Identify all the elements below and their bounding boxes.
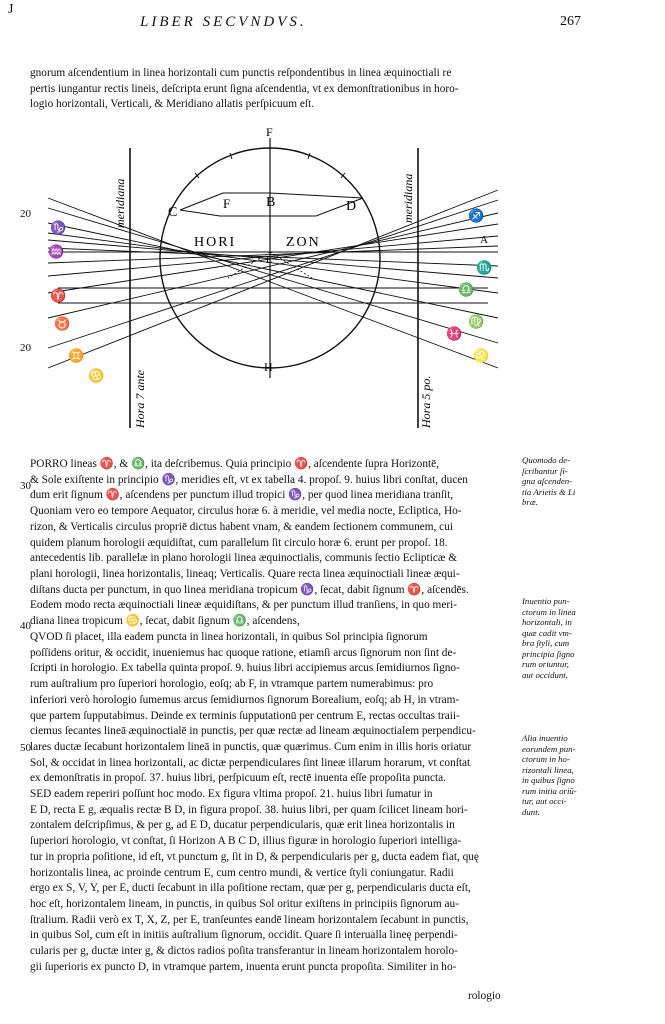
note-line: rizontali linea,: [522, 764, 574, 775]
margin-number: 20: [20, 342, 31, 354]
paragraph-sed: [30, 787, 515, 975]
sign-aquarius-left: ♒: [48, 244, 65, 259]
note-line: ctorum in ho-: [522, 754, 570, 764]
horizon-label-left: HORI: [194, 235, 237, 250]
catchword: rologio: [468, 990, 501, 1002]
text-line: diana linea tropicum ♋, ſecat, dabit ſignum ♎, aſcendens,: [30, 615, 300, 628]
text-line: logio horizontali, Verticali, & Meridiano allatis perſpicuum eſt.: [30, 98, 315, 111]
note-line: rum initia oriū-: [522, 785, 577, 796]
text-line: hoc eſt, horizontalem lineam, in punctis, in quibus Sol oritur exiſtens in principiis ſignorum au-: [30, 897, 459, 910]
note-line: quæ cadit vm-: [522, 627, 572, 638]
intro-paragraph: [30, 66, 515, 113]
label-B: B: [266, 195, 276, 210]
label-E: E: [266, 255, 273, 266]
note-line: in quibus ſigno: [522, 775, 575, 785]
label-A: A: [480, 234, 488, 246]
note-line: principia ſigno: [522, 648, 575, 659]
label-F: F: [223, 196, 231, 211]
text-line: pertis iungantur rectis lineis, deſcripta erunt ſigna aſcendentia, vt ex demonſtrationibus in horo-: [30, 82, 459, 95]
text-line: PORRO lineas ♈, & ♎, ita deſcribemus. Quia principio ♈, aſcendente ſupra Horizontē,: [30, 458, 439, 470]
note-line: ſcribantur ſi-: [522, 465, 568, 476]
text-line: zontalem deſcripſimus, & per g, ad E D, ducatur perpendicularis, quæ erit linea horizontalis in: [30, 819, 455, 832]
sign-virgo-right: ♍: [468, 314, 485, 329]
sign-pisces-right: ♓: [446, 326, 463, 341]
meridian-label-left: meridiana: [113, 178, 127, 228]
note-line: horizontali, in: [522, 617, 572, 627]
note-line: tia Arietis & Li: [522, 486, 576, 497]
note-line: Quomodo de-: [522, 455, 571, 465]
note-line: dunt.: [522, 806, 540, 817]
text-line: Quoniam vero eo tempore Aequator, circulus horæ 6. à meridie, vel media nocte, Ecliptica, Ho-: [30, 505, 462, 518]
text-line: cularis per g, ductæ inter g, & dictos radios poſita transferantur in lineam horizontalem horolo-: [30, 945, 458, 958]
sign-capricorn-left: ♑: [50, 220, 67, 235]
paragraph-porro: [30, 457, 515, 630]
note-line: tur, aut occi-: [522, 796, 567, 806]
note-line: eorundem pun-: [522, 743, 576, 754]
marginal-note: [522, 733, 662, 817]
hour-label-left: Hora 7 ante: [133, 370, 147, 428]
meridian-label-right: meridiana: [401, 173, 415, 223]
text-line: dum erit ſignum ♈, aſcendens per punctum illud tropici ♑, per quod linea meridiana tranſit,: [30, 489, 454, 502]
label-F-top: F: [266, 128, 273, 139]
paragraph-quod: [30, 630, 515, 787]
text-line: poſſidens oritur, & occidit, inueniemus hac quoque ratione, etiamſi arcus ſignorum non ſint de-: [30, 646, 457, 659]
note-line: rum oriuntur,: [522, 659, 569, 669]
sign-taurus-left: ♉: [54, 316, 71, 331]
text-line: diſtans ducta per punctum, in quo linea meridiana tropicum ♑, ſecat, dabit ſignum ♈, aſcendēs.: [30, 583, 469, 596]
text-line: ſuperiori horologio, vt conſtat, ſi Horizon A B C D, illius figuræ in horologio ſuperiori intelliga-: [30, 835, 462, 848]
note-line: aut occidunt.: [522, 669, 568, 680]
sign-libra-right: ♎: [458, 282, 475, 297]
horizon-label-right: ZON: [286, 235, 321, 250]
note-line: bra ſtyli, cum: [522, 638, 570, 648]
sign-aries-left: ♈: [50, 288, 67, 303]
note-line: Inuentio pun-: [522, 596, 570, 606]
sign-gemini-left: ♊: [68, 348, 85, 363]
line-number: 40: [20, 620, 31, 632]
running-head: LIBER SECVNDVS.: [140, 14, 307, 30]
marginal-note: [522, 455, 662, 508]
margin-number: 20: [20, 208, 31, 220]
text-line: ergo ex S, V, Y, per E, ducti ſecabunt in illa poſitione rectam, quæ per g, perpendicularis ducta eſt,: [30, 882, 471, 895]
page-number: 267: [560, 14, 581, 29]
sundial-figure: [28, 128, 518, 448]
text-line: tur in propria poſitione, id eſt, vt punctum g, ſit in D, & perpendicularis per g, ducta eadem fiat, quę: [30, 850, 479, 863]
text-line: ſtralium. Radii verò ex T, X, Z, per E, tranſeuntes eandē lineam horizontalem ſecabunt in punctis,: [30, 913, 469, 926]
sign-leo-right: ♌: [473, 348, 490, 363]
text-line: E D, recta E g, æqualis rectæ B D, in figura propoſ. 38. huius libri, per quam ſcilicet lineam hori-: [30, 803, 468, 816]
text-line: que partem ſupputabimus. Deinde ex terminis ſupputationū per centrum E, rectas occultas traii-: [30, 709, 460, 722]
text-line: Eodem modo recta æquinoctiali lineæ æquidiſtans, & per punctum illud tranſiens, in quo meri-: [30, 599, 458, 612]
text-line: ex demonſtratis in propoſ. 37. huius libri, perſpicuum eſt, rectē inuenta eſſe propoſita puncta.: [30, 772, 446, 785]
text-line: gnorum aſcendentium in linea horizontali cum punctis reſpondentibus in linea æquinoctiali re: [30, 67, 452, 79]
text-line: quidem planum horologii æquidiſtat, cum parallelum ſit circulo horæ 6. erunt per propoſ. 18.: [30, 536, 448, 549]
note-line: gna aſcenden-: [522, 476, 573, 486]
note-line: bræ.: [522, 497, 538, 507]
note-line: ctorum in linea: [522, 606, 576, 617]
label-D: D: [346, 199, 357, 214]
text-line: QVOD ſi placet, illa eadem puncta in linea horizontali, in quibus Sol principia ſignorum: [30, 631, 428, 643]
text-line: ciemus ſecantes lineā æquinoctialē in punctis, per quæ rectæ ad lineam æquinoctialem perpendicu-: [30, 725, 476, 738]
text-line: ſcripti in horologio. Ex tabella quinta propoſ. 9. huius libri accipiemus arcus ſemidiurnos ſigno-: [30, 662, 460, 675]
corner-mark: J: [8, 2, 14, 17]
text-line: Sol, & occidat in linea horizontali, ac dictæ perpendiculares ſint lineæ illarum horarum, vt conſtat: [30, 756, 471, 769]
sign-sagittarius-right: ♐: [468, 208, 485, 223]
line-number: 30: [20, 480, 31, 492]
text-line: rizon, & Verticalis circulus propriē dictus habent vnam, & eandem ſectionem communem, cui: [30, 520, 453, 533]
text-line: rum auſtralium pro ſuperiori horologio, eoſq; ab F, in vtramque partem numerabimus: pro: [30, 678, 434, 691]
sign-scorpio-right: ♏: [476, 260, 493, 275]
sign-cancer-left: ♋: [88, 368, 105, 383]
text-line: antecedentis lib. parallelæ in plano horologii linea æquinoctialis, communis ſectio Eclipticæ &: [30, 552, 457, 565]
label-H: H: [264, 360, 273, 374]
text-line: in quibus Sol, cum eſt in initiis auſtralium ſignorum, occidit. Quare ſi interualla lineę perpendi-: [30, 929, 458, 942]
note-line: Alia inuentio: [522, 733, 568, 743]
text-line: gii ſuperioris ex puncto D, in vtramque partem, inuenta erunt puncta propoſita. Similiter in ho-: [30, 960, 457, 973]
text-line: plani horologii, linea horizontalis, lineaq; Verticalis. Quare recta linea æquinoctiali lineæ æqui-: [30, 567, 460, 580]
text-line: horizontalis linea, ac proinde centrum E, cum centro mundi, & vertice ſtyli coniungatur. Radii: [30, 866, 454, 879]
text-line: & Sole exiſtente in principio ♑, meridies eſt, vt ex tabella 4. propoſ. 9. huius libri conſtat, ducen: [30, 473, 468, 486]
text-line: lares ductæ ſecabunt horizontalem lineā in punctis, quæ quærimus. Cum enim in illis horis oriatur: [30, 740, 472, 753]
label-C: C: [168, 205, 178, 220]
text-line: inferiori verò horologio ſumemus arcus ſemidiurnos ſignorum Borealium, eoſq; ab H, in vtram-: [30, 693, 460, 706]
hour-label-right: Hora 5 po.: [419, 375, 433, 428]
marginal-note: [522, 596, 662, 680]
text-line: SED eadem reperiri poſſunt hoc modo. Ex figura vltima propoſ. 21. huius libri ſumatur in: [30, 788, 433, 800]
line-number: 50: [20, 742, 31, 754]
